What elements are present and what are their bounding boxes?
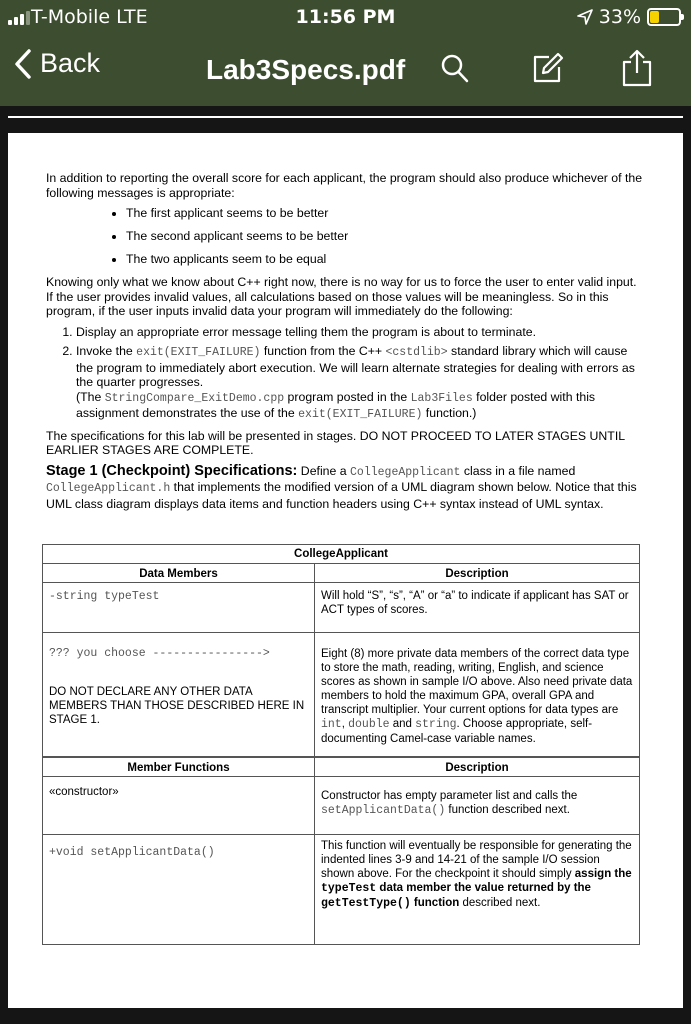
member-you-choose: ??? you choose ----------------> (49, 647, 270, 660)
table-cell: Eight (8) more private data members of the correct data type to store the math, reading, writing, English, and science scores as shown in sample I/O above. Also need private data members to hold the maximum GPA, overall GPA and transcript multiplier. Your current options for data types are int, double and string. Choose appropriate, self-documenting Camel-case variable names. (315, 633, 640, 757)
list-item: • The first applicant seems to be better (126, 206, 646, 221)
table-cell: Constructor has empty parameter list and calls the setApplicantData() function described next. (315, 776, 640, 834)
table-cell (43, 583, 315, 633)
table-cell: «constructor» (43, 776, 315, 834)
description-header: Description (315, 564, 640, 583)
table-cell: Will hold “S”, “s”, “A” or “a” to indicate if applicant has SAT or ACT types of scores. (315, 583, 640, 633)
function-description-header: Description (315, 757, 640, 777)
uml-class-table (42, 544, 640, 945)
carrier-label: T-Mobile LTE (31, 6, 148, 28)
chevron-left-icon (14, 49, 32, 79)
document-title: Lab3Specs.pdf (206, 54, 406, 85)
page-divider (8, 116, 683, 118)
list-item: 2. Invoke the exit(EXIT_FAILURE) function from the C++ <cstdlib> standard library which will cause the program to immediately abort execution. We will learn alternate strategies for dealing with errors as the quarter progresses. (The StringCompare_ExitDemo.cpp program posted in the Lab3Files folder posted with this assignment demonstrates the use of the exit(EXIT_FAILURE) function.) (76, 344, 646, 423)
back-label: Back (40, 48, 101, 78)
list-item: • The second applicant seems to be better (126, 229, 646, 244)
data-members-header: Data Members (43, 564, 315, 583)
stages-paragraph: The specifications for this lab will be presented in stages. DO NOT PROCEED TO LATER STAGES UNTIL EARLIER STAGES ARE COMPLETE. (46, 428, 625, 457)
member-typetest: -string typeTest (49, 590, 160, 603)
uml-class-name: CollegeApplicant (43, 545, 640, 564)
page-content (46, 171, 646, 517)
table-cell (43, 834, 315, 944)
edit-icon[interactable] (531, 52, 565, 84)
battery-area (577, 6, 681, 28)
list-item: 1. Display an appropriate error message telling them the program is about to terminate. (76, 325, 646, 340)
table-cell (43, 633, 315, 757)
stage1-heading: Stage 1 (Checkpoint) Specifications: (46, 462, 298, 479)
status-time: 11:56 PM (295, 6, 396, 28)
member-functions-header: Member Functions (43, 757, 315, 777)
top-bar (0, 0, 691, 106)
share-icon[interactable] (620, 48, 654, 88)
list-item: • The two applicants seem to be equal (126, 252, 646, 267)
location-arrow-icon (577, 9, 593, 25)
search-icon[interactable] (440, 52, 470, 84)
message-list (46, 206, 646, 267)
pdf-page (8, 133, 683, 1008)
nav-bar (0, 40, 691, 100)
invalid-input-paragraph: Knowing only what we know about C++ right now, there is no way for us to force the user to enter valid input. If the user provides invalid values, all calculations based on those values will be meaningless. So in this program, if the user inputs invalid data your program will immediately do the following: (46, 275, 637, 318)
error-steps-list (46, 325, 646, 423)
func-set-applicant-data: +void setApplicantData() (49, 845, 215, 859)
stage1-paragraph: Stage 1 (Checkpoint) Specifications: Define a CollegeApplicant class in a file named CollegeApplicant.h that implements the modified version of a UML diagram shown below. Notice that this UML class diagram displays data items and function headers using C++ syntax instead of UML syntax. (46, 462, 637, 511)
member-note: DO NOT DECLARE ANY OTHER DATA MEMBERS THAN THOSE DESCRIBED HERE IN STAGE 1. (49, 686, 305, 726)
back-button[interactable] (14, 48, 100, 79)
battery-percent: 33% (598, 6, 641, 28)
table-cell: This function will eventually be responsible for generating the indented lines 3-9 and 14-21 of the sample I/O session shown above. For the checkpoint it should simply assign the typeTest data member the value returned by the getTestType() function described next. (315, 834, 640, 944)
battery-icon (647, 8, 681, 26)
intro-paragraph: In addition to reporting the overall score for each applicant, the program should also produce whichever of the following messages is appropriate: (46, 171, 643, 200)
status-bar (0, 0, 691, 34)
